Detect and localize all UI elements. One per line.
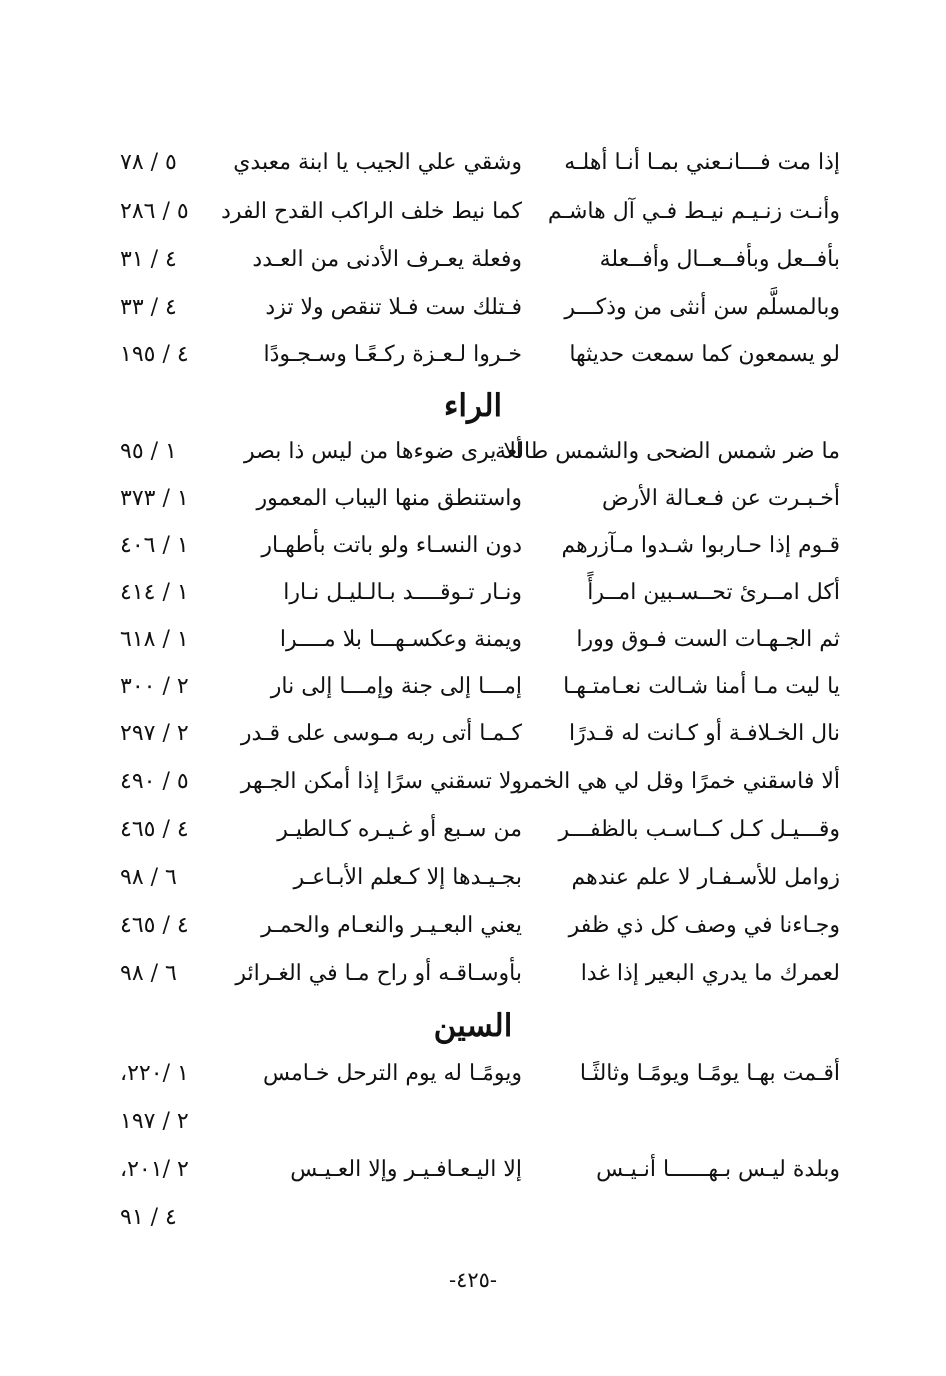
verse-row bbox=[120, 1054, 840, 1094]
verse-first-hemistich: إذا مت فـــانـعني بمـا أنـا أهلـه bbox=[564, 150, 840, 175]
verse-first-hemistich: أخـبـرت عن فـعـالة الأرض bbox=[601, 486, 840, 511]
verse-reference: ١ / ٩٥ bbox=[120, 439, 177, 464]
verse-first-hemistich: زوامل للأسـفـار لا علم عندهم bbox=[571, 865, 840, 890]
verse-reference: ٥ / ٧٨ bbox=[120, 150, 177, 175]
verse-reference: ٢ / ٢٩٧ bbox=[120, 721, 189, 746]
verse-first-hemistich: أقـمت بهـا يومًـا ويومًـا وثالثًـا bbox=[579, 1061, 840, 1086]
verse-reference: ٤ / ١٩٥ bbox=[120, 342, 189, 367]
verse-second-hemistich: كـمـا أتى ربه مـوسى على قـدر bbox=[240, 721, 522, 746]
verse-reference: ١ /٢٢٠، bbox=[120, 1061, 189, 1086]
verse-second-hemistich: بأوسـاقـه أو راح مـا في الغـرائر bbox=[235, 961, 522, 986]
verse-row bbox=[120, 620, 840, 660]
verse-reference: ٤ / ٣١ bbox=[120, 247, 177, 272]
verse-first-hemistich: وبالمسلَّم سن أنثى من وذكـــر bbox=[564, 295, 840, 320]
verse-row bbox=[120, 1150, 840, 1190]
verse-first-hemistich: لعمرك ما يدري البعير إذا غدا bbox=[580, 961, 840, 986]
verse-row bbox=[120, 192, 840, 232]
verse-reference-continued: ٢ / ١٩٧ bbox=[120, 1109, 189, 1134]
verse-second-hemistich: ويمنة وعكسـهـــا بلا مــــرا bbox=[279, 627, 522, 652]
verse-reference: ٦ / ٩٨ bbox=[120, 961, 177, 986]
verse-row bbox=[120, 906, 840, 946]
verse-row bbox=[120, 810, 840, 850]
verse-first-hemistich: وجـاءنا في وصف كل ذي ظفر bbox=[568, 913, 840, 938]
verse-row bbox=[120, 240, 840, 280]
verse-reference: ٦ / ٩٨ bbox=[120, 865, 177, 890]
verse-second-hemistich: ونـار تـوقــــد بـالـليـل نـارا bbox=[283, 580, 522, 605]
verse-reference: ٤ / ٤٦٥ bbox=[120, 817, 189, 842]
verse-reference: ٢ / ٣٠٠ bbox=[120, 674, 189, 699]
verse-second-hemistich: وشقي علي الجيب يا ابنة معبدي bbox=[233, 150, 522, 175]
verse-first-hemistich: وأنـت زنـيـم نيـط فـي آل هاشـم bbox=[547, 199, 840, 224]
verse-row bbox=[120, 762, 840, 802]
verse-first-hemistich: بأفــعل وبأفــعــال وأفــعلة bbox=[599, 247, 840, 272]
verse-reference: ٢ /٢٠١، bbox=[120, 1157, 189, 1182]
verse-row bbox=[120, 288, 840, 328]
verse-first-hemistich: قـوم إذا حـاربوا شـدوا مـآزرهم bbox=[561, 533, 840, 558]
verse-row bbox=[120, 858, 840, 898]
verse-second-hemistich: كما نيط خلف الراكب القدح الفرد bbox=[221, 199, 522, 224]
verse-row bbox=[120, 667, 840, 707]
verse-row bbox=[120, 432, 840, 472]
verse-second-hemistich: دون النسـاء ولو باتت بأطهـار bbox=[261, 533, 522, 558]
verse-reference: ٥ / ٤٩٠ bbox=[120, 769, 189, 794]
verse-second-hemistich: وفعلة يعـرف الأدنى من العـدد bbox=[252, 247, 522, 272]
verse-second-hemistich: بجـيـدها إلا كـعلم الأبـاعـر bbox=[293, 865, 522, 890]
verse-first-hemistich: ثم الجـهـات الست فـوق وورا bbox=[576, 627, 840, 652]
verse-second-hemistich: من سـبع أو غـيـره كـالطيـر bbox=[277, 817, 522, 842]
verse-second-hemistich: خـروا لـعـزة ركـعًـا وسـجـودًا bbox=[263, 342, 522, 367]
verse-first-hemistich: يا ليت مـا أمنا شـالت نعـامتـهـا bbox=[563, 674, 840, 699]
verse-second-hemistich: إلا اليـعـافـيـر وإلا العـيـس bbox=[290, 1157, 522, 1182]
verse-second-hemistich: واستنطق منها اليباب المعمور bbox=[256, 486, 522, 511]
section-heading: السين bbox=[433, 1008, 513, 1044]
verse-reference-continued: ٤ / ٩١ bbox=[120, 1205, 177, 1230]
verse-row bbox=[120, 335, 840, 375]
verse-first-hemistich: أكل امــرئ تحــسـبين امــرأً bbox=[587, 580, 840, 605]
verse-row bbox=[120, 479, 840, 519]
verse-first-hemistich: لو يسمعون كما سمعت حديثها bbox=[569, 342, 840, 367]
verse-second-hemistich: فـتلك ست فـلا تنقص ولا تزد bbox=[265, 295, 522, 320]
verse-second-hemistich: إمـــا إلى جنة وإمـــا إلى نار bbox=[270, 674, 522, 699]
verse-reference: ١ / ٤٠٦ bbox=[120, 533, 189, 558]
verse-reference: ١ / ٣٧٣ bbox=[120, 486, 189, 511]
verse-row bbox=[120, 143, 840, 183]
verse-reference: ١ / ٤١٤ bbox=[120, 580, 189, 605]
verse-second-hemistich: ألا يرى ضوءها من ليس ذا بصر bbox=[244, 439, 522, 464]
page-number: -٤٢٥- bbox=[448, 1268, 498, 1292]
verse-first-hemistich: ألا فاسقني خمرًا وقل لي هي الخمر bbox=[518, 769, 840, 794]
verse-row bbox=[120, 714, 840, 754]
verse-second-hemistich: يعني البعـيـر والنعـام والحمـر bbox=[261, 913, 522, 938]
verse-reference: ٥ / ٢٨٦ bbox=[120, 199, 189, 224]
verse-reference: ١ / ٦١٨ bbox=[120, 627, 189, 652]
verse-reference: ٤ / ٣٣ bbox=[120, 295, 177, 320]
verse-second-hemistich: ويومًـا له يوم الترحل خـامس bbox=[262, 1061, 522, 1086]
section-heading: الراء bbox=[443, 388, 503, 424]
verse-row bbox=[120, 573, 840, 613]
verse-first-hemistich: ما ضر شمس الضحى والشمس طالعة bbox=[494, 439, 840, 464]
verse-second-hemistich: ولا تسقني سرًا إذا أمكن الجـهر bbox=[240, 769, 522, 794]
verse-first-hemistich: وقـــيـل كـل كــاسـب بالظفـــر bbox=[558, 817, 840, 842]
verse-row bbox=[120, 954, 840, 994]
verse-first-hemistich: نال الخـلافـة أو كـانت له قـدرًا bbox=[569, 721, 840, 746]
verse-first-hemistich: وبلدة ليـس بـهــــــا أنـيـس bbox=[596, 1157, 840, 1182]
verse-row bbox=[120, 526, 840, 566]
verse-reference: ٤ / ٤٦٥ bbox=[120, 913, 189, 938]
